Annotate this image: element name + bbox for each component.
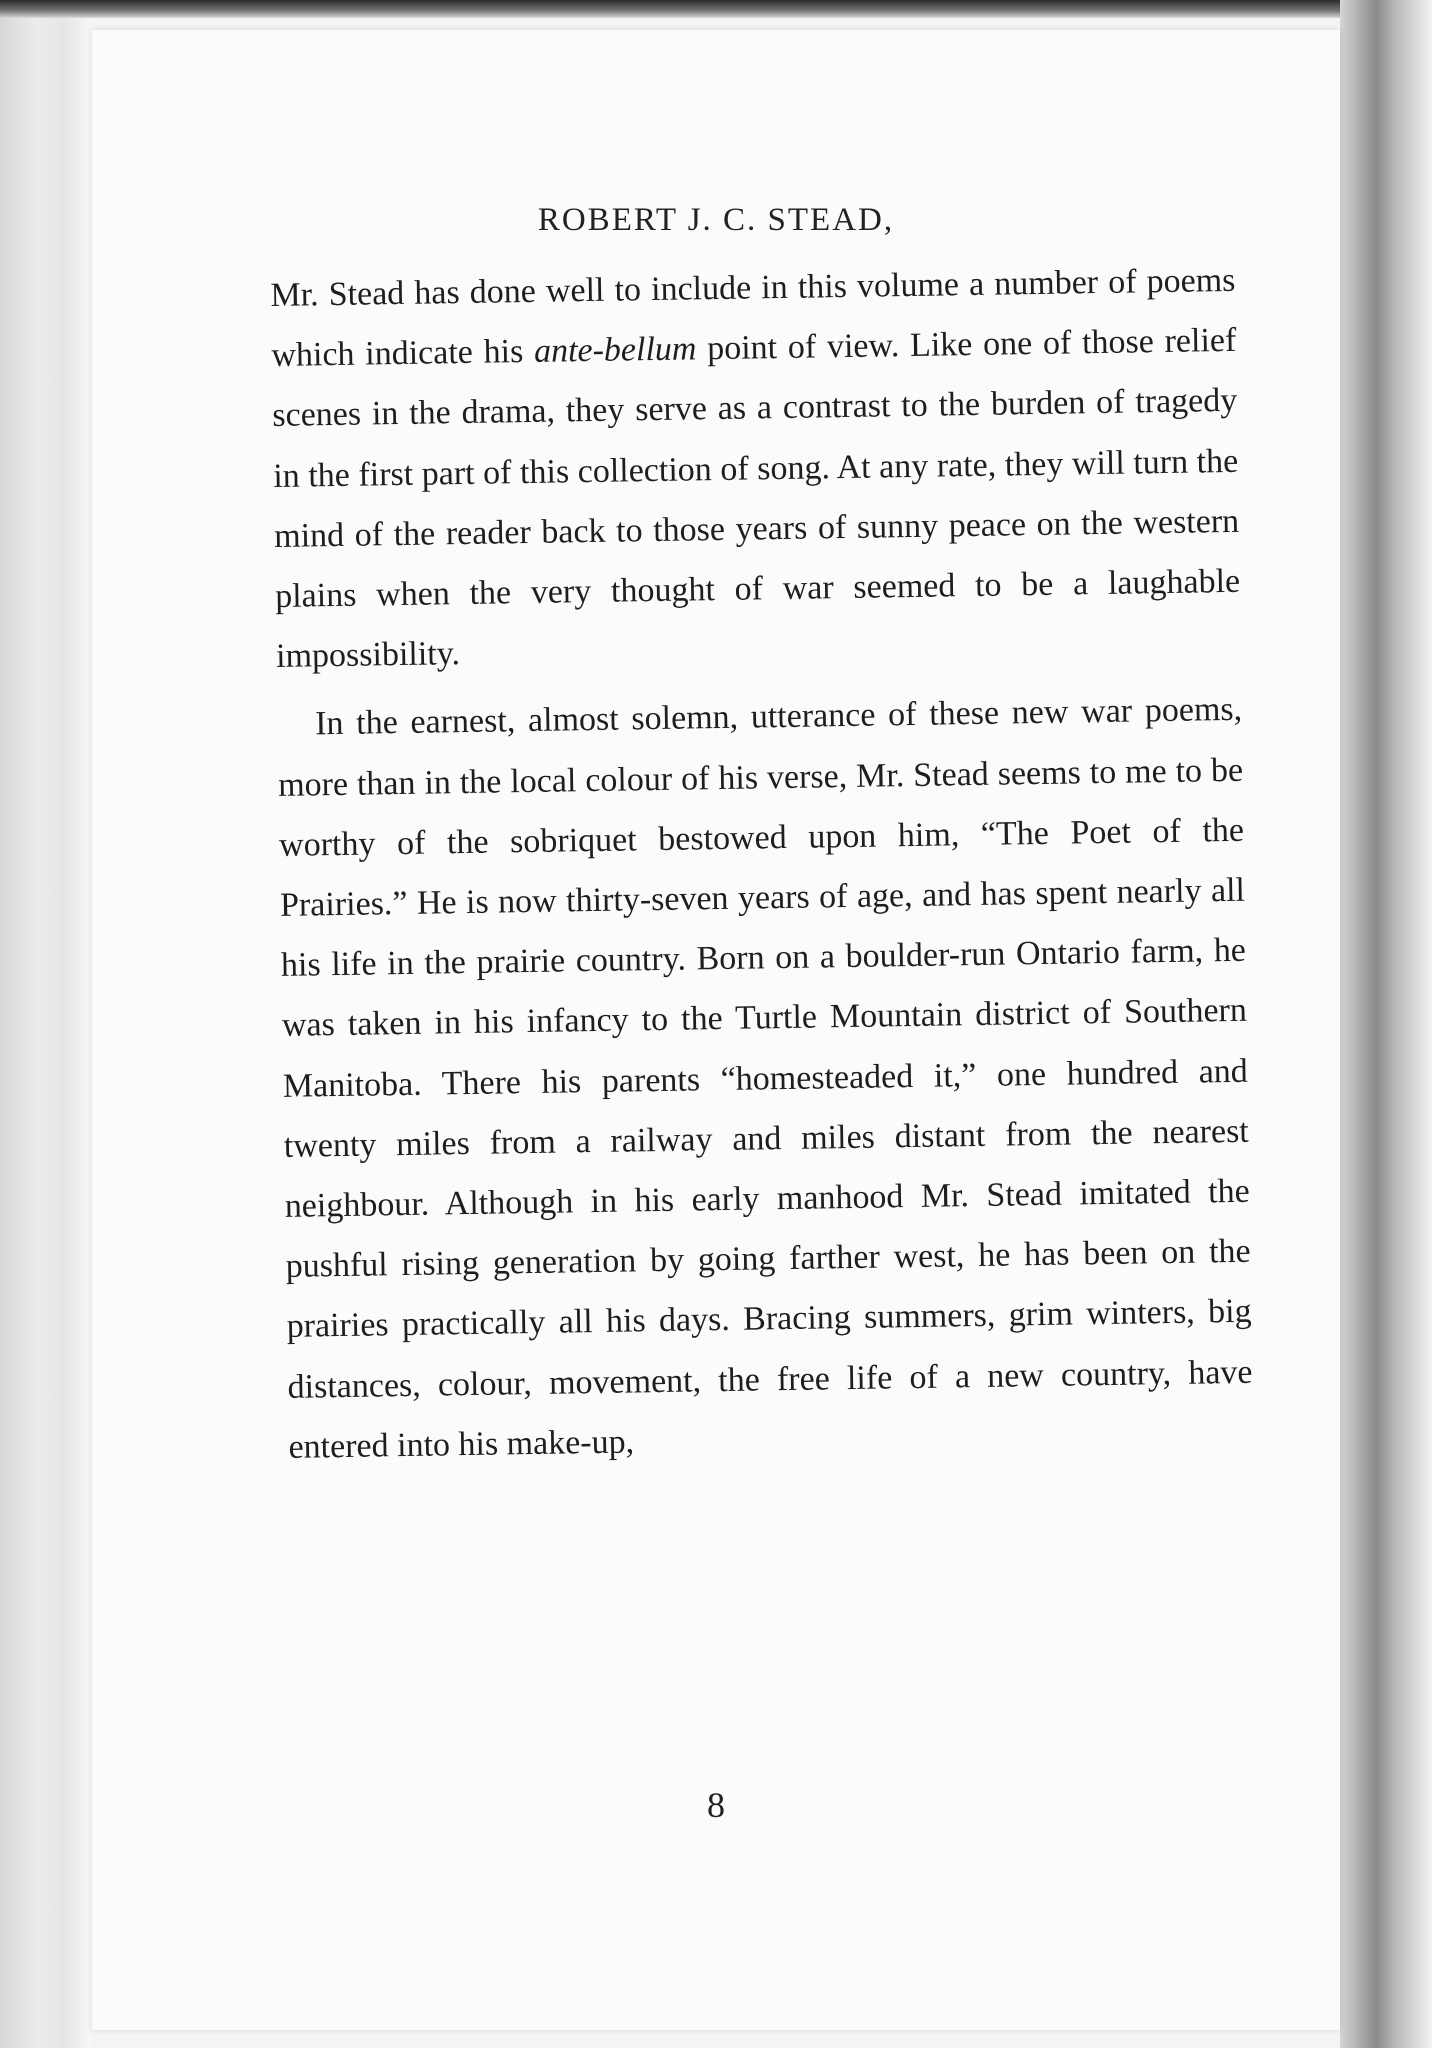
italic-term: ante-bellum: [533, 330, 697, 371]
page-number: 8: [707, 1785, 725, 1825]
book-gutter: [0, 18, 92, 2048]
body-text: [270, 251, 1254, 1478]
book-page: [92, 30, 1340, 2030]
paragraph-1-start: Mr. Stead has done well to include in this volume a number of poems which indicate his: [270, 261, 1236, 375]
scan-top-edge: [0, 0, 1432, 18]
book-page-edges: [1340, 0, 1432, 2048]
paragraph-1-end: point of view. Like one of those relief scenes in the drama, they serve as a contrast to the burden of tragedy in the first part of this collection of song. At any rate, they will turn the mind of the reader back to those years of sunny peace on the western plains when the very thought of war seemed to be a laughable impossibility.: [272, 322, 1241, 676]
running-head: ROBERT J. C. STEAD,: [537, 202, 895, 238]
paragraph-1: [270, 251, 1242, 688]
paragraph-2: In the earnest, almost solemn, utterance of these new war poems, more than in the local colour of his verse, Mr. Stead seems to me to be worthy of the sobriquet bestowed upon him, “The Poet of the Prairies.” He is now thirty-seven years of age, and has spent nearly all his life in the prairie country. Born on a boulder-run Ontario farm, he was taken in his infancy to the Turtle Mountain district of Southern Manitoba. There his parents “homesteaded it,” one hundred and twenty miles from a railway and miles distant from the nearest neighbour. Although in his early manhood Mr. Stead imitated the pushful rising generation by going farther west, he has been on the prairies practically all his days. Bracing summers, grim winters, big distances, colour, movement, the free life of a new country, have entered into his make-up,: [277, 691, 1253, 1466]
